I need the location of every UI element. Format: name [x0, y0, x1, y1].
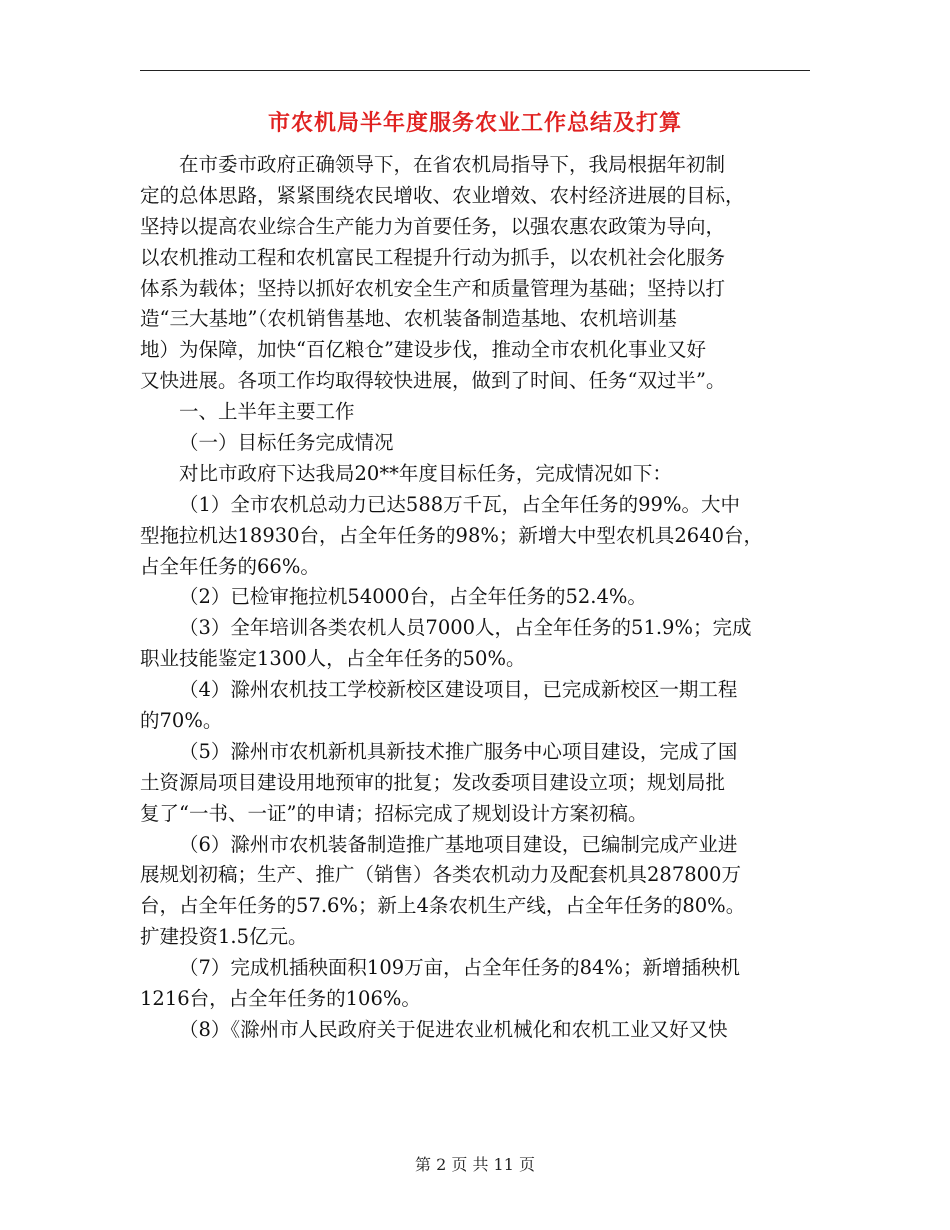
text-line: 一、上半年主要工作: [179, 400, 355, 424]
document-body: [140, 150, 810, 1046]
text-line: 复了“一书、一证”的申请；招标完成了规划设计方案初稿。: [140, 801, 648, 825]
document-title: 市农机局半年度服务农业工作总结及打算: [267, 111, 682, 136]
text-line: （2）已检审拖拉机54000台，占全年任务的52.4%。: [179, 585, 647, 609]
text-line: 体系为载体；坚持以抓好农机安全生产和质量管理为基础；坚持以打: [140, 276, 726, 300]
text-line: 占全年任务的66%。: [140, 554, 320, 578]
header-rule: [140, 70, 810, 71]
text-line: 在市委市政府正确领导下，在省农机局指导下，我局根据年初制: [179, 153, 726, 176]
text-line: 扩建投资1.5亿元。: [140, 925, 308, 949]
text-line: 地）为保障，加快“百亿粮仓”建设步伐，推动全市农机化事业又好: [140, 338, 706, 362]
text-line: 职业技能鉴定1300人，占全年任务的50%。: [140, 647, 526, 671]
text-line: （5）滁州市农机新机具新技术推广服务中心项目建设，完成了国: [179, 739, 738, 763]
text-line: （3）全年培训各类农机人员7000人，占全年任务的51.9%；完成: [179, 616, 752, 640]
text-line: 又快进展。各项工作均取得较快进展，做到了时间、任务“双过半”。: [140, 369, 726, 393]
text-line: （8）《滁州市人民政府关于促进农业机械化和农机工业又好又快: [179, 1017, 728, 1041]
text-line: （7）完成机插秧面积109万亩，占全年任务的84%；新增插秧机: [179, 956, 740, 980]
text-line: （6）滁州市农机装备制造推广基地项目建设，已编制完成产业进: [179, 832, 738, 856]
text-line: 1216台，占全年任务的106%。: [140, 987, 421, 1011]
text-line: （1）全市农机总动力已达588万千瓦，占全年任务的99%。大中: [179, 492, 740, 516]
text-line: 定的总体思路，紧紧围绕农民增收、农业增效、农村经济进展的目标，: [140, 183, 745, 207]
text-line: 展规划初稿；生产、推广（销售）各类农机动力及配套机具287800万: [140, 863, 741, 887]
text-line: （4）滁州农机技工学校新校区建设项目，已完成新校区一期工程: [179, 678, 738, 702]
text-line: 台，占全年任务的57.6%；新上4条农机生产线，占全年任务的80%。: [140, 894, 746, 918]
text-line: 对比市政府下达我局20**年度目标任务，完成情况如下：: [179, 461, 672, 485]
text-line: 坚持以提高农业综合生产能力为首要任务，以强农惠农政策为导向，: [140, 214, 726, 238]
text-line: 以农机推动工程和农机富民工程提升行动为抓手，以农机社会化服务: [140, 245, 726, 269]
text-line: 型拖拉机达18930台，占全年任务的98%；新增大中型农机具2640台，: [140, 523, 764, 547]
text-line: 土资源局项目建设用地预审的批复；发改委项目建设立项；规划局批: [140, 770, 726, 794]
text-line: 的70%。: [140, 709, 223, 733]
page-footer: 第 2 页 共 11 页: [415, 1155, 535, 1174]
text-line: （一）目标任务完成情况: [179, 431, 394, 455]
text-line: 造“三大基地”（农机销售基地、农机装备制造基地、农机培训基: [140, 307, 677, 331]
